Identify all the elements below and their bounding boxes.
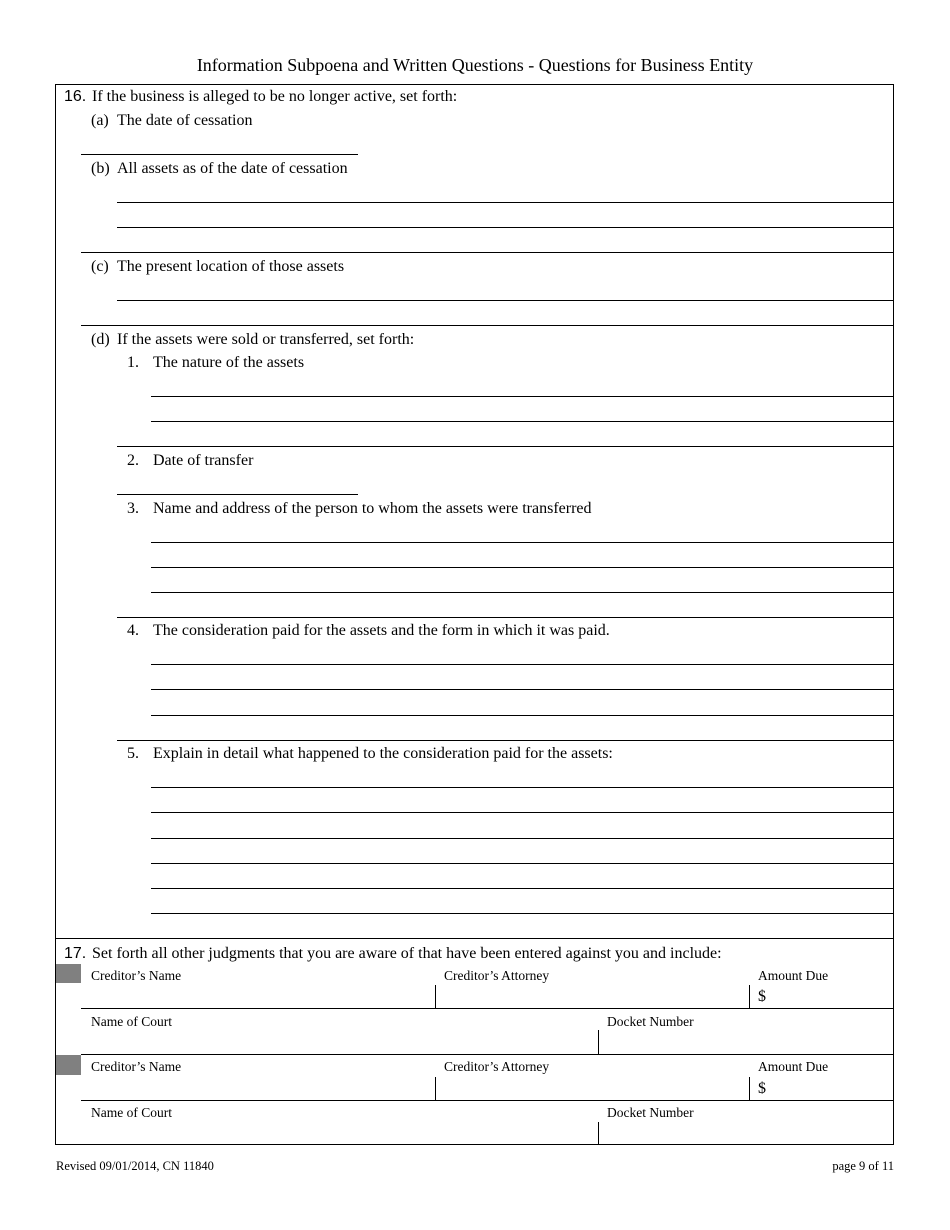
section-divider (81, 325, 894, 326)
field-separator (598, 1030, 599, 1054)
q16-number: 16. (64, 88, 87, 105)
docket-number-label: Docket Number (607, 1105, 694, 1120)
q16d-item-text: The nature of the assets (153, 354, 305, 371)
creditor-name-label: Creditor’s Name (91, 1059, 182, 1074)
q16d-item-number: 2. (127, 452, 139, 469)
q16d3-answer-line[interactable] (151, 567, 894, 568)
field-row-divider (81, 1008, 894, 1009)
revision-note: Revised 09/01/2014, CN 11840 (56, 1159, 214, 1173)
q16d5-answer-line[interactable] (151, 787, 894, 788)
q16c-answer-line[interactable] (117, 300, 894, 301)
name-of-court-label: Name of Court (91, 1105, 172, 1120)
name-of-court-label: Name of Court (91, 1014, 172, 1029)
docket-number-label: Docket Number (607, 1014, 694, 1029)
page-number: page 9 of 11 (832, 1159, 894, 1173)
q16d-item-text: The consideration paid for the assets and the form in which it was paid. (153, 622, 610, 639)
q16d3-answer-line[interactable] (151, 542, 894, 543)
q16b-answer-line[interactable] (117, 227, 894, 228)
q16d5-answer-line[interactable] (151, 913, 894, 914)
section-divider (117, 617, 894, 618)
field-separator (749, 1077, 750, 1100)
q16d-item-number: 4. (127, 622, 139, 639)
q16d5-answer-line[interactable] (151, 888, 894, 889)
q16d-item-number: 3. (127, 500, 139, 517)
field-separator (435, 985, 436, 1008)
q17-text: Set forth all other judgments that you are aware of that have been entered against you and include: (92, 945, 722, 962)
q16d4-answer-line[interactable] (151, 664, 894, 665)
q16d4-answer-line[interactable] (151, 689, 894, 690)
q16a-label: (a) (91, 112, 109, 129)
q16d-item-text: Date of transfer (153, 452, 254, 469)
q17-number: 17. (64, 945, 87, 962)
q16d-item-text: Name and address of the person to whom the assets were transferred (153, 500, 592, 517)
q16d5-answer-line[interactable] (151, 812, 894, 813)
q16d2-answer-line[interactable] (117, 494, 358, 495)
q16-text: If the business is alleged to be no longer active, set forth: (92, 88, 458, 105)
creditor-attorney-label: Creditor’s Attorney (444, 1059, 550, 1074)
q16d5-answer-line[interactable] (151, 838, 894, 839)
currency-symbol: $ (758, 988, 766, 1005)
amount-due-label: Amount Due (758, 968, 829, 983)
q16d-text: If the assets were sold or transferred, set forth: (117, 331, 415, 348)
q16d-item-number: 5. (127, 745, 139, 762)
judgment-marker (56, 1055, 81, 1075)
q16d5-answer-line[interactable] (151, 863, 894, 864)
field-separator (598, 1122, 599, 1145)
section-divider (117, 446, 894, 447)
field-row-divider (81, 1054, 894, 1055)
q16d-item-text: Explain in detail what happened to the consideration paid for the assets: (153, 745, 613, 762)
q16b-label: (b) (91, 160, 110, 177)
question-divider (55, 938, 894, 939)
q16a-text: The date of cessation (117, 112, 253, 129)
q16a-answer-line[interactable] (81, 154, 358, 155)
field-separator (435, 1077, 436, 1100)
amount-due-label: Amount Due (758, 1059, 829, 1074)
q16d-item-number: 1. (127, 354, 139, 371)
form-frame (55, 84, 894, 1145)
q16b-text: All assets as of the date of cessation (117, 160, 348, 177)
q16c-text: The present location of those assets (117, 258, 345, 275)
section-divider (81, 252, 894, 253)
q16d4-answer-line[interactable] (151, 715, 894, 716)
q16b-answer-line[interactable] (117, 202, 894, 203)
q16d3-answer-line[interactable] (151, 592, 894, 593)
section-divider (117, 740, 894, 741)
page-title: Information Subpoena and Written Questions - Questions for Business Entity (196, 55, 754, 75)
q16d-label: (d) (91, 331, 110, 348)
q16c-label: (c) (91, 258, 109, 275)
currency-symbol: $ (758, 1080, 766, 1097)
q16d1-answer-line[interactable] (151, 421, 894, 422)
creditor-name-label: Creditor’s Name (91, 968, 182, 983)
judgment-marker (56, 964, 81, 983)
creditor-attorney-label: Creditor’s Attorney (444, 968, 550, 983)
field-separator (749, 985, 750, 1008)
q16d1-answer-line[interactable] (151, 396, 894, 397)
field-row-divider (81, 1100, 894, 1101)
